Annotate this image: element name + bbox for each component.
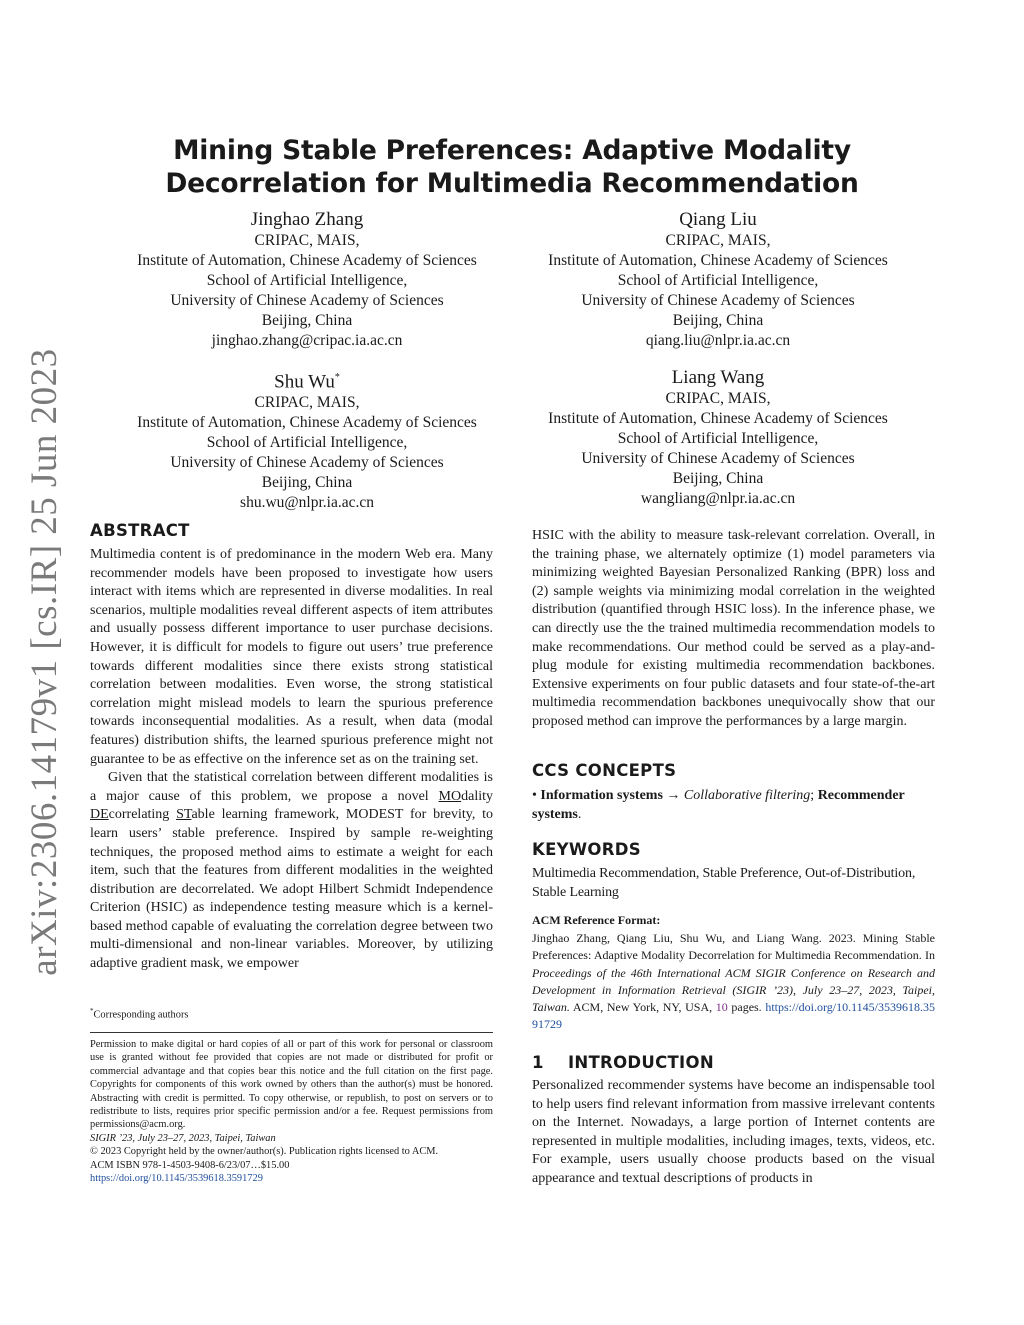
author-affiliation: CRIPAC, MAIS, (254, 394, 360, 412)
author-name: Shu Wu (274, 371, 335, 393)
permission-notice: Permission to make digital or hard copies of all or part of this work for personal or classroom use is granted without fee provided that copies are not made or distributed for profit or commercial advantage and that copies bear this notice and the full citation on the first page. Copyrights for components of this work owned by others than the author(s) must be honored. Abstracting with credit is permitted. To copy otherwise, or republish, to post on servers or to redistribute to lists, requires prior specific permission and/or a fee. Request permissions from permissions@acm.org. (90, 1039, 493, 1131)
corresponding-footnote (90, 1005, 493, 1022)
author-affiliation: University of Chinese Academy of Sciences (170, 454, 444, 472)
copyright-line: © 2023 Copyright held by the owner/author(s). Publication rights licensed to ACM. (90, 1146, 439, 1158)
footnote-text: Corresponding authors (93, 1009, 189, 1021)
author-affiliation: CRIPAC, MAIS, (665, 232, 771, 249)
author-location: Beijing, China (261, 474, 353, 492)
author-name: Liang Wang (671, 367, 765, 388)
ccs-separator: ; (810, 788, 818, 803)
author-affiliation: School of Artificial Intelligence, (206, 434, 408, 452)
author-affiliation: Institute of Automation, Chinese Academy of Sciences (548, 252, 888, 269)
author-block-2 (513, 208, 923, 351)
abstract-heading: ABSTRACT (90, 521, 190, 540)
conference-line: SIGIR ’23, July 23–27, 2023, Taipei, Taiwan (90, 1132, 276, 1144)
author-name-line (102, 366, 512, 394)
author-block-4 (513, 366, 923, 509)
underlined-run: MO (438, 788, 462, 804)
arxiv-identifier: arXiv:2306.14179v1 [cs.IR] 25 Jun 2023 (24, 348, 65, 976)
author-block-3 (102, 366, 512, 513)
author-email: qiang.liu@nlpr.ia.ac.cn (645, 332, 791, 349)
author-affiliation: CRIPAC, MAIS, (665, 390, 771, 407)
author-affiliation: CRIPAC, MAIS, (254, 232, 360, 249)
ccs-term: Recommender systems (532, 788, 905, 822)
author-affiliation: Institute of Automation, Chinese Academy of Sciences (137, 414, 477, 432)
intro-body: Personalized recommender systems have become an indispensable tool to help users find relevant information from massive irrelevant contents on the Internet. Nowadays, a large portion of Internet contents are represented in multiple modalities, including images, texts, videos, etc. For example, users usually choose products based on the visual appearance and textual descriptions of products in (532, 1078, 935, 1186)
keywords-heading: KEYWORDS (532, 840, 641, 859)
text-run: Given that the statistical correlation between different modalities is a major cause of this problem, we propose a novel (90, 770, 493, 804)
author-affiliation: University of Chinese Academy of Sciences (581, 292, 855, 309)
ref-doi-link[interactable]: https://doi.org/10.1145/3539618.3591729 (532, 1000, 935, 1032)
ccs-heading: CCS CONCEPTS (532, 761, 677, 780)
ref-page-count: 10 (715, 1000, 728, 1015)
acm-ref-heading: ACM Reference Format: (532, 913, 661, 927)
ref-venue: Proceedings of the 46th International ACM SIGIR Conference on Research and Development in Information Retrieval (SIGIR ’23), July 23–27, 2023, Taipei, Taiwan. (532, 965, 935, 1015)
ref-text: Jinghao Zhang, Qiang Liu, Shu Wu, and Liang Wang. 2023. Mining Stable Preferences: Adaptive Modality Decorrelation for Multimedia Recommendation. In (532, 931, 935, 963)
footnote-mark: * (90, 1007, 94, 1015)
author-affiliation: Institute of Automation, Chinese Academy of Sciences (137, 252, 477, 269)
ccs-term: Information systems (540, 788, 663, 803)
footnote-divider (90, 1032, 493, 1033)
author-affiliation: University of Chinese Academy of Sciences (581, 450, 855, 467)
author-affiliation: School of Artificial Intelligence, (206, 272, 408, 289)
author-name: Qiang Liu (679, 209, 757, 230)
acm-reference (532, 930, 935, 1034)
author-name: Jinghao Zhang (250, 209, 364, 230)
author-block-1 (102, 208, 512, 351)
abstract-continuation (532, 527, 935, 732)
isbn-line: ACM ISBN 978-1-4503-9408-6/23/07…$15.00 (90, 1159, 290, 1171)
ccs-bullet: • (532, 788, 537, 803)
text-run: correlating (108, 807, 177, 823)
author-location: Beijing, China (672, 312, 764, 329)
author-affiliation: Institute of Automation, Chinese Academy of Sciences (548, 410, 888, 427)
author-affiliation: School of Artificial Intelligence, (617, 272, 819, 289)
author-location: Beijing, China (261, 312, 353, 329)
doi-link[interactable]: https://doi.org/10.1145/3539618.3591729 (90, 1173, 263, 1185)
keywords-text: Multimedia Recommendation, Stable Preference, Out-of-Distribution, Stable Learning (532, 866, 916, 900)
abstract-paragraph-1: Multimedia content is of predominance in the modern Web era. Many recommender models have been proposed to investigate how users interact with items which are represented in diverse modalities. In real scenarios, multiple modalities reveal different aspects of item attributes and usually possess different importance to user purchase decisions. However, it is difficult for models to figure out users’ true preference towards different modalities since there exists strong statistical correlation between modalities. Even worse, the strong statistical correlation might mislead models to learn the spurious preference towards inconsequential modalities. As a result, when data (modal features) distribution shifts, the learned spurious preference might not guarantee to be as effective on the inference set as on the training set. (90, 547, 493, 767)
author-email: jinghao.zhang@cripac.ia.ac.cn (211, 332, 403, 349)
text-run: dality (461, 788, 493, 804)
ref-text: pages. (727, 1000, 766, 1015)
abstract-paragraph-2 (90, 769, 493, 974)
underlined-run: ST (176, 807, 192, 823)
ccs-arrow: → (662, 788, 684, 803)
author-email: shu.wu@nlpr.ia.ac.cn (240, 494, 374, 512)
underlined-run: DE (90, 807, 109, 823)
intro-heading: 1 INTRODUCTION (532, 1053, 714, 1072)
ccs-concepts (532, 787, 935, 824)
author-affiliation: School of Artificial Intelligence, (617, 430, 819, 447)
corresponding-mark: * (334, 372, 340, 383)
author-location: Beijing, China (672, 470, 764, 487)
permission-block (90, 1038, 493, 1185)
abstract-body (90, 546, 493, 974)
ccs-subterm: Collaborative filtering (683, 788, 811, 803)
ref-text: ACM, New York, NY, USA, (569, 1000, 716, 1015)
author-affiliation: University of Chinese Academy of Sciences (170, 292, 444, 309)
author-email: wangliang@nlpr.ia.ac.cn (640, 490, 796, 507)
text-run: able learning framework, MODEST for brevity, to learn users’ stable preference. Inspired by sample re-weighting techniques, the proposed method aims to estimate a weight for each item, such that the features from different modalities in the weighted distribution are decorrelated. We adopt Hilbert Schmidt Independence Criterion (HSIC) as independence testing measure which is a kernel-based method capable of evaluating the correlation degree between two multi-dimensional and non-linear variables. Moreover, by utilizing adaptive gradient mask, we empower (90, 807, 493, 972)
ccs-end: . (577, 806, 582, 822)
abstract-paragraph-3: HSIC with the ability to measure task-relevant correlation. Overall, in the training phase, we alternately optimize (1) model parameters via minimizing weighted Bayesian Personalized Ranking (BPR) loss and (2) sample weights via minimizing modal correlation in the weighted distribution (quantified through HSIC loss). In the inference phase, we can directly use the the trained multimedia recommendation models to make recommendations. Our method could be served as a play-and-plug module for existing multimedia recommendation backbones. Extensive experiments on four public datasets and four state-of-the-art multimedia recommendation backbones unequivocally show that our proposed method can improve the performances by a large margin. (532, 528, 935, 729)
paper-title: Mining Stable Preferences: Adaptive Modality Decorrelation for Multimedia Recommendation (165, 135, 859, 199)
